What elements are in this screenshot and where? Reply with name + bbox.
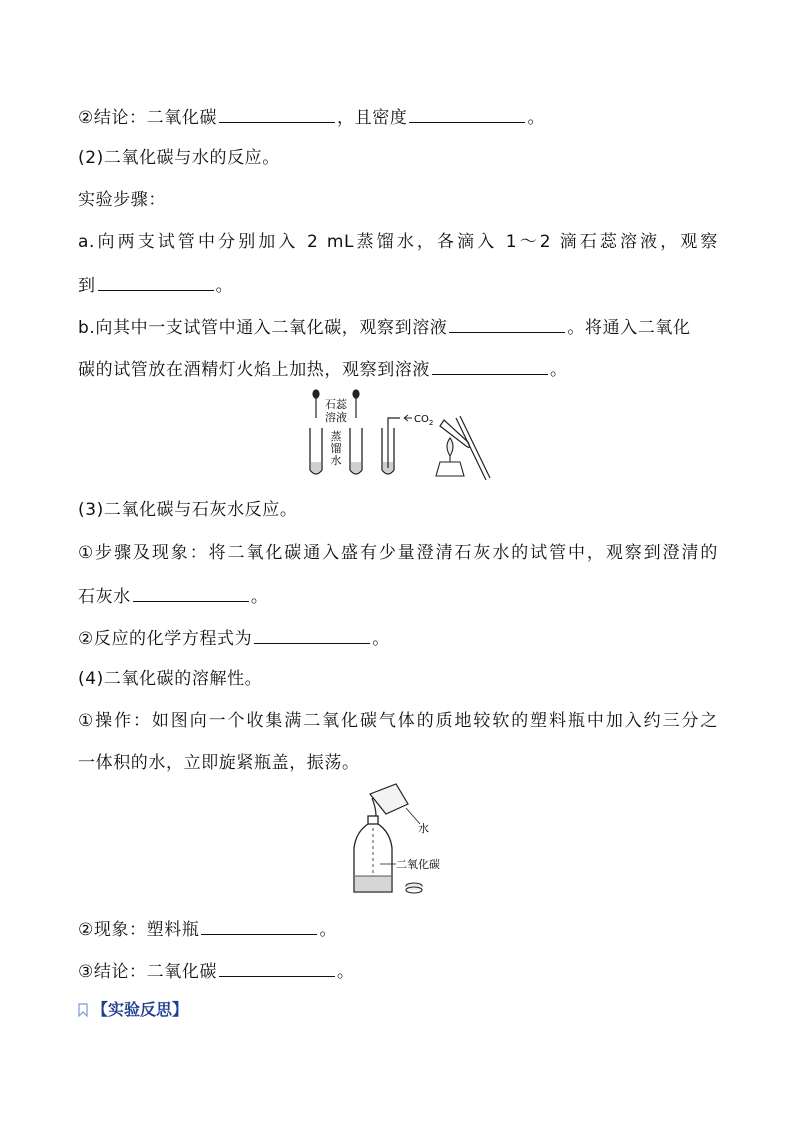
step-a-cont [78, 274, 718, 296]
text-segment: 。 [527, 108, 546, 128]
reflection-heading [78, 1000, 188, 1020]
step-b-line [78, 316, 718, 338]
reflection-label: 【实验反思】 [92, 1000, 189, 1019]
steps-heading: 实验步骤： [78, 190, 166, 210]
alcohol-lamp-icon [436, 438, 464, 476]
text-segment: ③结论：二氧化碳 [78, 962, 218, 982]
conclusion-line-1 [78, 106, 718, 128]
liquid-2 [351, 462, 361, 473]
bottle-cap-icon [406, 883, 422, 893]
test-tube-figure [300, 388, 500, 482]
equation-line [78, 627, 718, 649]
text-segment: ，且密度 [337, 108, 408, 128]
text-segment: 。 [337, 962, 355, 982]
step-lime-line: ①步骤及现象：将二氧化碳通入盛有少量澄清石灰水的试管中，观察到澄清的 [78, 543, 718, 563]
water-label: 水 [330, 454, 342, 467]
section-heading-3: (3)二氧化碳与石灰水反应。 [78, 500, 298, 520]
answer-blank[interactable] [98, 274, 214, 291]
bookmark-icon [78, 1003, 88, 1017]
answer-blank[interactable] [449, 316, 565, 333]
text-segment: 。将通入二氧化 [567, 318, 691, 338]
text-segment: 碳的试管放在酒精灯火焰上加热，观察到溶液 [78, 360, 430, 380]
answer-blank[interactable] [133, 585, 249, 602]
text-segment: 。 [372, 629, 390, 649]
dropper-icon [353, 390, 359, 418]
text-segment: 。 [550, 360, 568, 380]
co2-label: $CO_2$ [414, 414, 434, 427]
section-heading-2: (2)二氧化碳与水的反应。 [78, 148, 280, 168]
text-segment: b.向其中一支试管中通入二氧化碳，观察到溶液 [78, 318, 448, 338]
co2-label: 二氧化碳 [396, 858, 440, 871]
answer-blank[interactable] [219, 960, 335, 977]
answer-blank[interactable] [254, 627, 370, 644]
phenomenon-line [78, 918, 718, 940]
text-segment: 石灰水 [78, 587, 131, 607]
step-b-cont [78, 358, 718, 380]
arrow-icon [404, 415, 412, 421]
operation-line: ①操作：如图向一个收集满二氧化碳气体的质地较软的塑料瓶中加入约三分之 [78, 711, 718, 731]
text-segment: 。 [319, 920, 338, 940]
text-segment: ②结论：二氧化碳 [78, 108, 218, 128]
liquid-1 [311, 462, 321, 473]
text-segment: 。 [250, 587, 269, 607]
dropper-icon [313, 390, 319, 418]
water-label: 蒸 [330, 430, 342, 443]
text-segment: 。 [215, 276, 234, 296]
answer-blank[interactable] [409, 106, 525, 123]
water-label: 水 [418, 822, 429, 835]
step-a-line: a.向两支试管中分别加入 2 mL蒸馏水，各滴入 1～2 滴石蕊溶液，观察 [78, 232, 718, 252]
litmus-label: 石蕊 [325, 398, 347, 411]
text-segment: 到 [78, 276, 96, 296]
operation-cont: 一体积的水，立即旋紧瓶盖，振荡。 [78, 753, 360, 773]
text-segment: ②现象：塑料瓶 [78, 920, 200, 940]
litmus-label: 溶液 [325, 411, 347, 424]
bottle-figure [336, 782, 456, 898]
conclusion-line-3 [78, 960, 718, 982]
water-label: 馏 [330, 442, 342, 455]
text-segment: ②反应的化学方程式为 [78, 629, 253, 649]
section-heading-4: (4)二氧化碳的溶解性。 [78, 669, 263, 689]
step-lime-cont [78, 585, 718, 607]
answer-blank[interactable] [432, 358, 548, 375]
bottle-icon [354, 816, 392, 892]
answer-blank[interactable] [219, 106, 335, 123]
answer-blank[interactable] [201, 918, 317, 935]
cup-icon [370, 784, 408, 816]
